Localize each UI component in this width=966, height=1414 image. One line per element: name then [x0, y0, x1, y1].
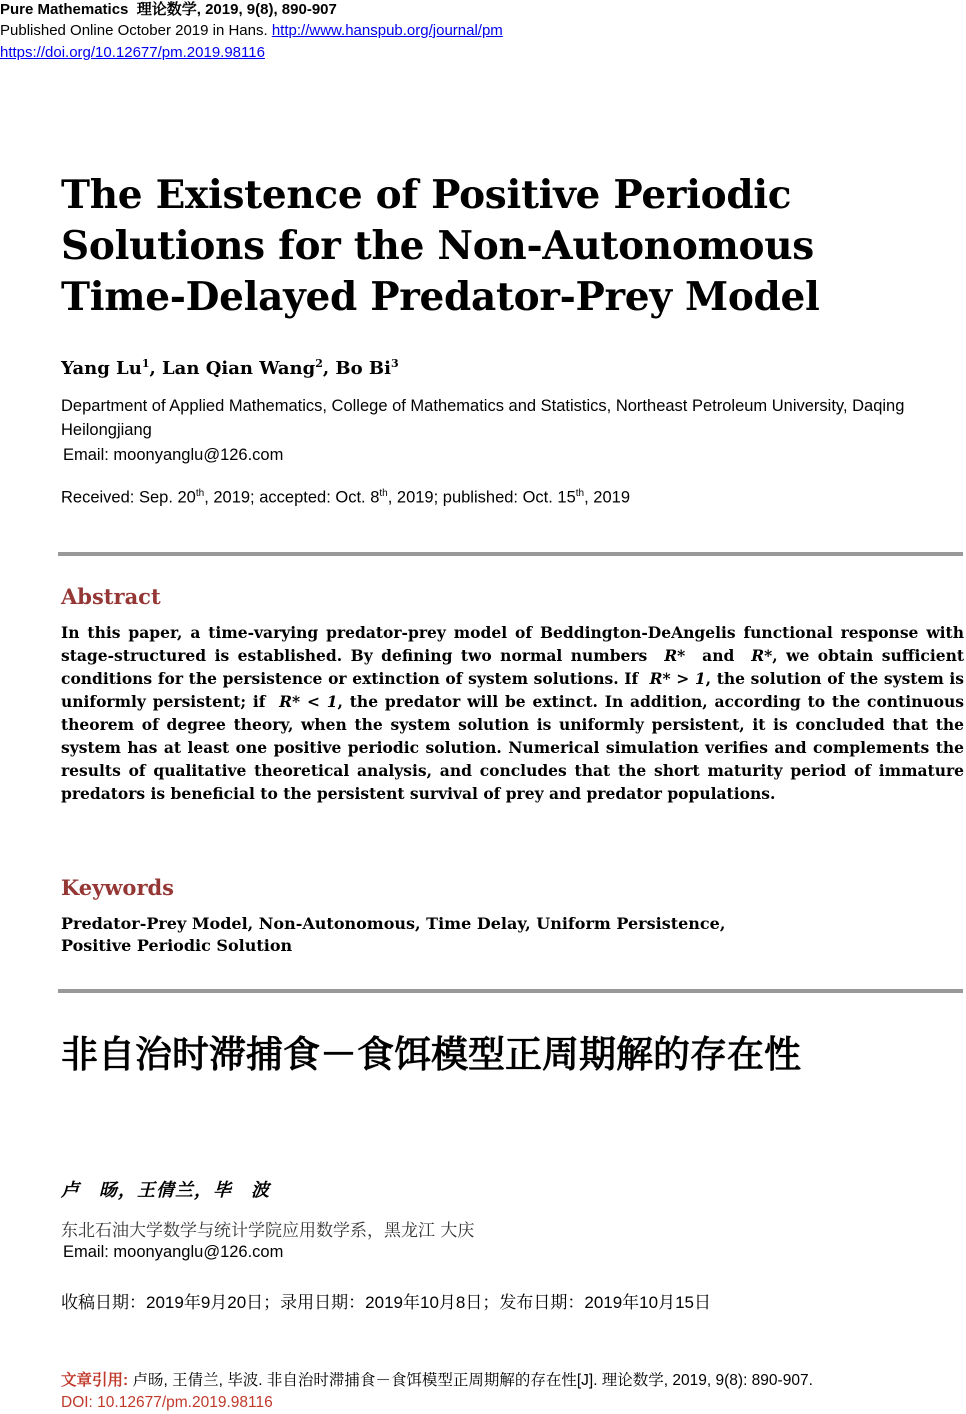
- author-name: Bo Bi: [335, 358, 391, 379]
- journal-name-cn: 理论数学: [136, 1, 197, 18]
- abstract-part: , the predator will be extinct. In addition, according to the continuous theorem of degree theory, when the system solution is uniformly persistent, it is concluded that the system has at least one positive periodic solution. Numerical simulation verifies and complements the results of qualitative theoretical analysis, and concludes that the short maturity period of immature predators is beneficial to the persistent survival of prey and predator populations.: [61, 692, 964, 803]
- ordinal-suffix: th: [379, 488, 388, 499]
- author-list: [61, 357, 399, 379]
- doi-line: [0, 43, 265, 63]
- citation-block: [61, 1370, 951, 1414]
- section-divider: [58, 552, 963, 556]
- abstract-part: and: [702, 646, 735, 665]
- abstract-part: , we obtain sufficient conditions for the persistence or extinction of system solutions. If: [61, 646, 965, 688]
- history-dates: [61, 488, 630, 508]
- citation-text: 卢旸, 王倩兰, 毕波. 非自治时滞捕食－食饵模型正周期解的存在性[J]. 理论数学, 2019, 9(8): 890-907.: [132, 1372, 813, 1389]
- ordinal-suffix: th: [195, 488, 205, 499]
- publication-info: [0, 21, 503, 41]
- paper-title: The Existence of Positive Periodic Solutions for the Non-Autonomous Time-Delayed Predator-Prey Model: [61, 172, 820, 320]
- history-dates-cn: 收稿日期：2019年9月20日；录用日期：2019年10月8日；发布日期：2019年10月15日: [61, 1293, 711, 1312]
- author-affil-mark: 2: [315, 357, 323, 370]
- doi-url-link[interactable]: https://doi.org/10.12677/pm.2019.98116: [0, 44, 265, 61]
- abstract-part: In this paper, a time-varying predator-prey model of Beddington-DeAngelis functional response with stage-structured is established. By defining two normal numbers: [61, 623, 964, 665]
- math-condition: R* < 1: [279, 692, 338, 711]
- email: Email: moonyanglu@126.com: [63, 446, 284, 464]
- abstract-text: [61, 621, 964, 805]
- email-cn: Email: moonyanglu@126.com: [63, 1243, 284, 1261]
- journal-issue: , 2019, 9(8), 890-907: [196, 1, 337, 18]
- affiliation: Department of Applied Mathematics, College of Mathematics and Statistics, Northeast Petroleum University, Daqing Heilongjiang: [61, 397, 905, 439]
- keywords-heading: Keywords: [61, 875, 175, 900]
- author-affil-mark: 1: [141, 357, 150, 370]
- math-condition: R* > 1: [649, 669, 706, 688]
- received-date: Received: Sep. 20: [61, 488, 196, 507]
- ordinal-suffix: th: [575, 488, 585, 499]
- accepted-date: , 2019; accepted: Oct. 8: [204, 488, 380, 507]
- journal-url-link[interactable]: http://www.hanspub.org/journal/pm: [271, 22, 503, 39]
- keywords-line: Positive Periodic Solution: [61, 936, 293, 955]
- affiliation-cn: 东北石油大学数学与统计学院应用数学系，黑龙江 大庆: [61, 1221, 475, 1241]
- published-date: , 2019; published: Oct. 15: [387, 488, 576, 507]
- author-list-cn: 卢 旸，王倩兰，毕 波: [61, 1180, 270, 1201]
- paper-title-cn: 非自治时滞捕食－食饵模型正周期解的存在性: [61, 1033, 801, 1076]
- published-prefix: Published Online October 2019 in Hans.: [0, 22, 268, 39]
- section-divider: [58, 989, 963, 993]
- published-year: , 2019: [584, 488, 630, 507]
- abstract-part: , the solution of the system is uniformly persistent; if: [61, 669, 964, 711]
- author-affil-mark: 3: [390, 357, 399, 370]
- journal-name: Pure Mathematics: [0, 1, 129, 18]
- citation-doi[interactable]: DOI: 10.12677/pm.2019.98116: [61, 1394, 273, 1411]
- citation-line: [61, 1370, 951, 1392]
- math-symbol: R*: [751, 646, 773, 665]
- author-name: Lan Qian Wang: [162, 358, 316, 379]
- author-name: Yang Lu: [61, 358, 142, 379]
- math-symbol: R*: [664, 646, 686, 665]
- author-separator: ,: [322, 358, 336, 379]
- keywords-line: Predator-Prey Model, Non-Autonomous, Time Delay, Uniform Persistence,: [61, 914, 726, 933]
- abstract-heading: Abstract: [61, 584, 161, 609]
- keywords-text: [61, 913, 961, 957]
- author-separator: ,: [149, 358, 163, 379]
- citation-label: 文章引用:: [61, 1372, 129, 1389]
- journal-header: [0, 0, 337, 20]
